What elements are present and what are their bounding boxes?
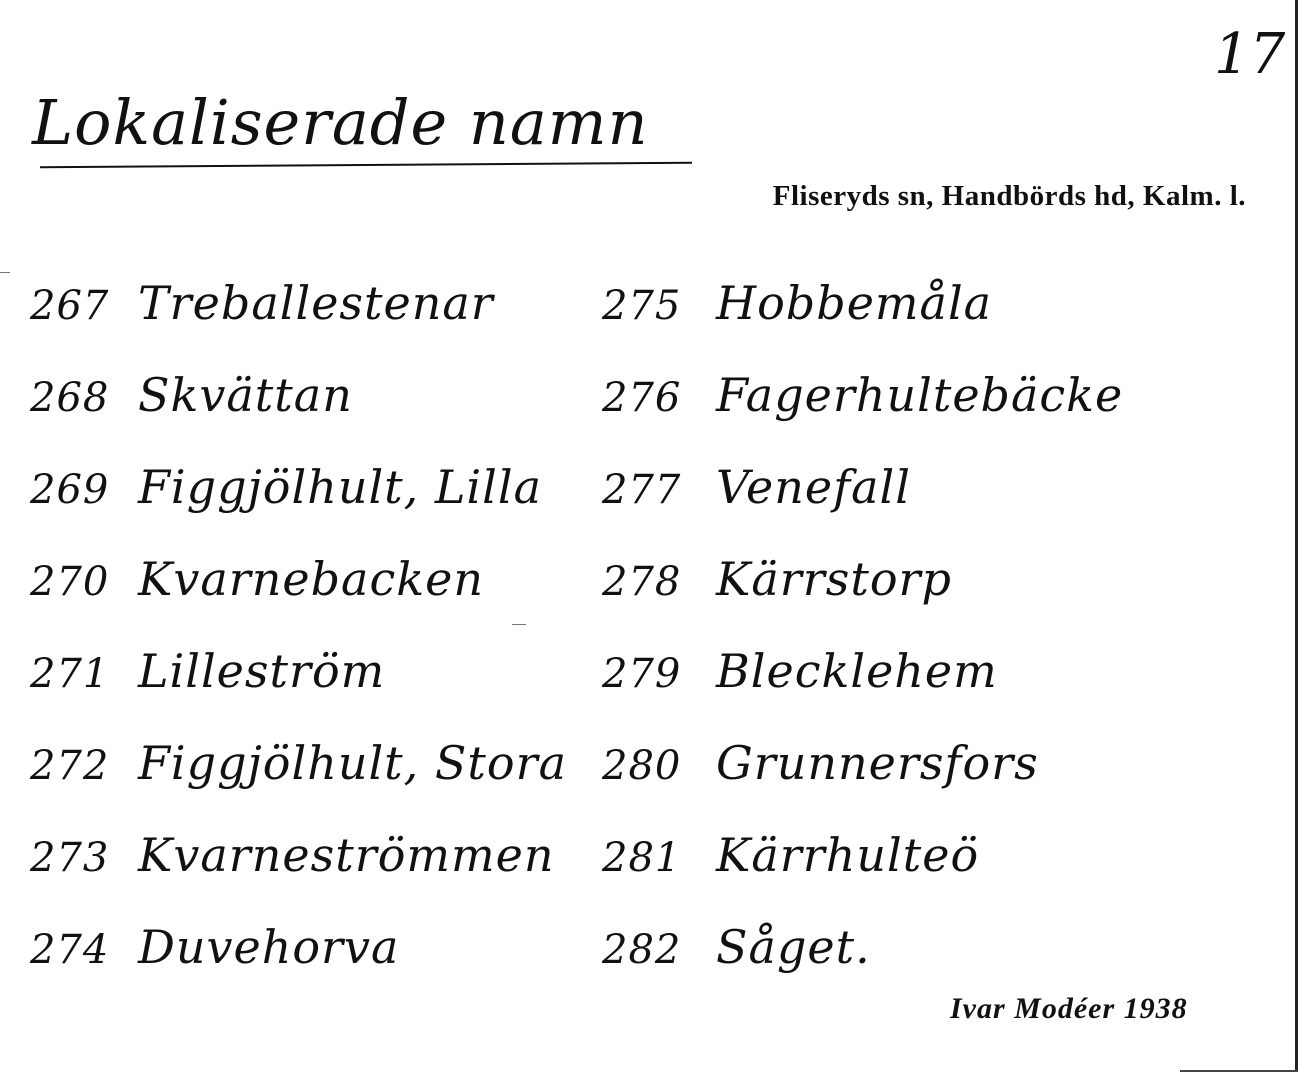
place-name: Figgjölhult, Lilla: [138, 460, 542, 514]
list-item: [602, 368, 1123, 460]
place-name: Grunnersfors: [716, 736, 1039, 790]
list-item: [602, 736, 1123, 828]
entry-number: 278: [602, 559, 682, 605]
list-item: [602, 276, 1123, 368]
list-item: [30, 552, 567, 644]
place-name: Kvarneströmmen: [138, 828, 555, 882]
entry-number: 271: [30, 651, 110, 697]
list-item: [30, 828, 567, 920]
list-item: [30, 460, 567, 552]
parish-line: Fliseryds sn, Handbörds hd, Kalm. l.: [772, 180, 1246, 212]
place-name: Såget.: [716, 920, 871, 974]
entry-number: 274: [30, 927, 110, 973]
place-name: Kärrhulteö: [716, 828, 980, 882]
place-name: Lilleström: [138, 644, 386, 698]
list-item: [602, 828, 1123, 920]
place-name: Treballestenar: [138, 276, 494, 330]
entry-number: 275: [602, 283, 682, 329]
entry-number: 277: [602, 467, 682, 513]
place-name: Kärrstorp: [716, 552, 952, 606]
card-edge-bottom: [1180, 1070, 1298, 1072]
scan-mark: [0, 272, 10, 273]
place-name: Kvarnebacken: [138, 552, 484, 606]
page-number: 17: [1214, 22, 1286, 87]
entry-number: 282: [602, 927, 682, 973]
place-name: Skvättan: [138, 368, 353, 422]
list-item: [30, 368, 567, 460]
place-name: Hobbemåla: [716, 276, 993, 330]
list-item: [602, 460, 1123, 552]
entry-number: 272: [30, 743, 110, 789]
place-name: Venefall: [716, 460, 911, 514]
place-name: Fagerhultebäcke: [716, 368, 1124, 422]
entry-number: 280: [602, 743, 682, 789]
recorder-signature: Ivar Modéer 1938: [950, 992, 1188, 1025]
left-column: [30, 276, 567, 1012]
entry-number: 273: [30, 835, 110, 881]
right-column: [602, 276, 1123, 1012]
entry-number: 270: [30, 559, 110, 605]
list-item: [30, 920, 567, 1012]
entry-number: 281: [602, 835, 682, 881]
place-name: Blecklehem: [716, 644, 998, 698]
list-item: [30, 644, 567, 736]
entry-number: 279: [602, 651, 682, 697]
list-item: [30, 736, 567, 828]
entry-number: 267: [30, 283, 110, 329]
entry-number: 269: [30, 467, 110, 513]
list-item: [602, 552, 1123, 644]
place-name: Figgjölhult, Stora: [138, 736, 567, 790]
place-name: Duvehorva: [138, 920, 400, 974]
title-underline: [40, 162, 692, 169]
entry-number: 276: [602, 375, 682, 421]
list-item: [30, 276, 567, 368]
card-title: Lokaliserade namn: [32, 86, 649, 159]
card-edge-right: [1295, 0, 1298, 1070]
entry-number: 268: [30, 375, 110, 421]
list-item: [602, 644, 1123, 736]
